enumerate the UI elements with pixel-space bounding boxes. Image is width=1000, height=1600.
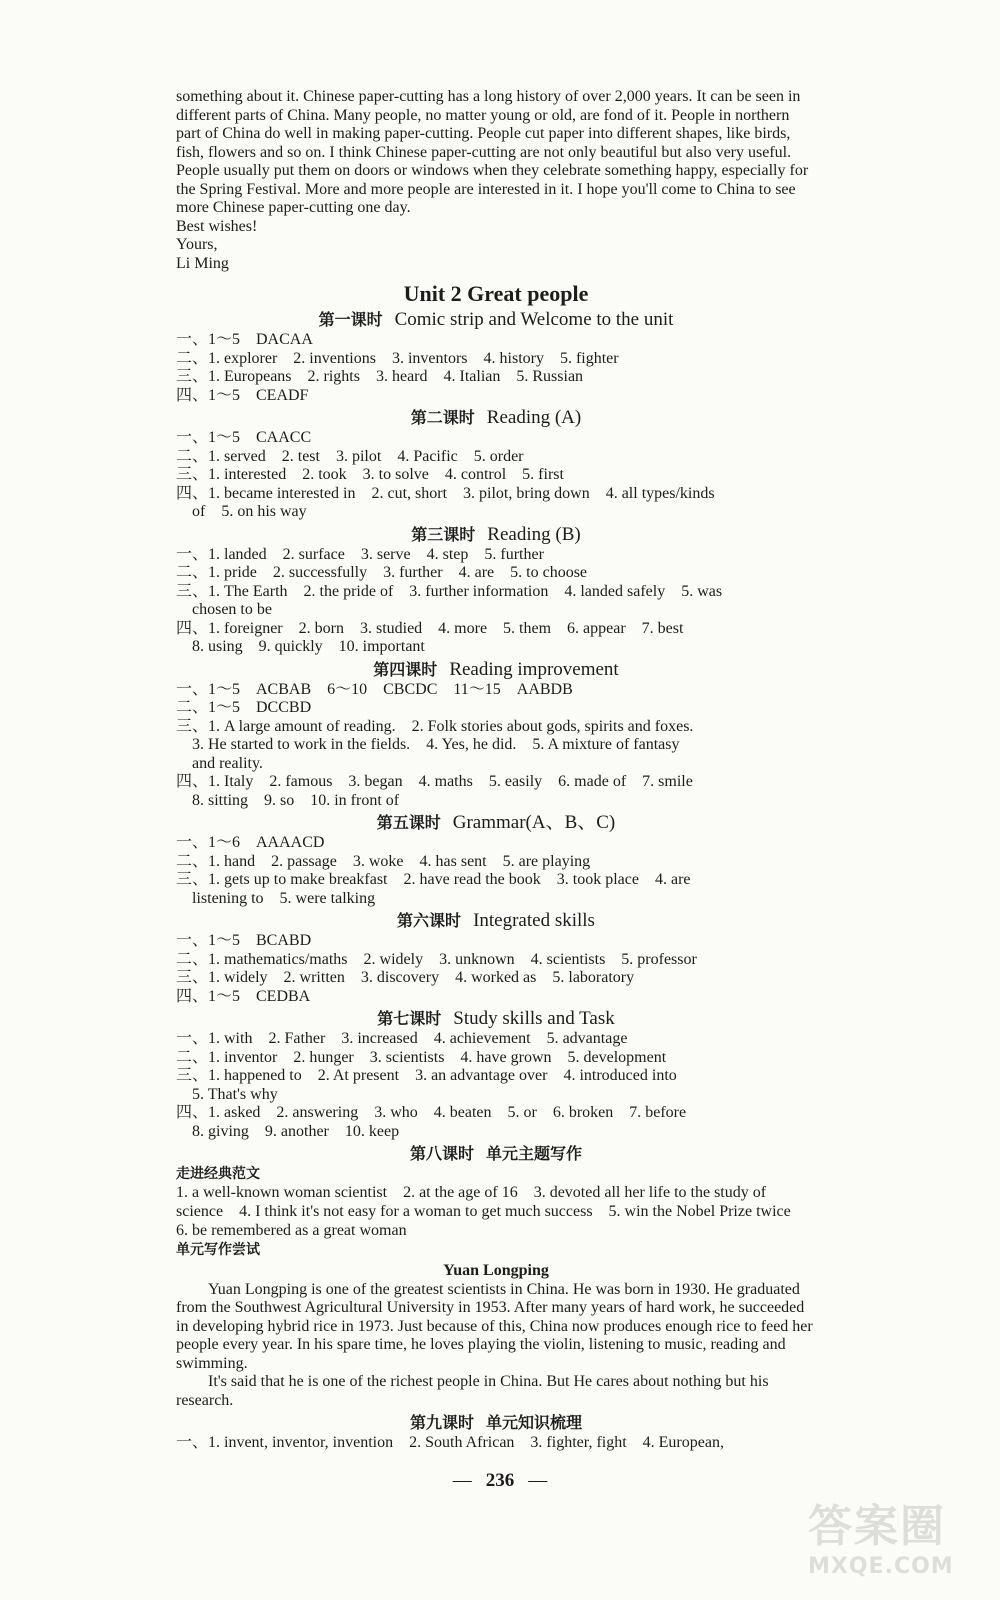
answer-line: 8. giving 9. another 10. keep — [176, 1122, 400, 1140]
answer-line: 8. sitting 9. so 10. in front of — [176, 791, 400, 809]
answer-line: 二、1～5 DCCBD — [176, 699, 312, 716]
lesson-number: 第五课时 — [376, 813, 441, 832]
section-answers: 1. a well-known woman scientist 2. at the age of 16 3. devoted all her life to the study of science 4. I think it's not easy for a woman to get much success 5. win the Nobel Prize twice 6. be remembered as a great woman — [176, 1184, 807, 1240]
lesson-title: Study skills and Task — [453, 1008, 615, 1029]
section-heading: 单元写作尝试 — [176, 1241, 260, 1258]
lesson-title: 单元主题写作 — [486, 1144, 583, 1163]
lesson-heading — [176, 659, 816, 680]
answer-line-block — [176, 681, 816, 811]
letter-signature: Li Ming — [176, 254, 229, 272]
lesson-number: 第一课时 — [318, 310, 383, 329]
answer-line: 二、1. inventor 2. hunger 3. scientists 4. have grown 5. development — [176, 1048, 667, 1066]
answer-line: 四、1. became interested in 2. cut, short 3. pilot, bring down 4. all types/kinds — [176, 484, 715, 502]
answer-line: 三、1. widely 2. written 3. discovery 4. worked as 5. laboratory — [176, 969, 635, 986]
lesson-title: Comic strip and Welcome to the unit — [394, 309, 674, 330]
answer-line: 一、1. with 2. Father 3. increased 4. achievement 5. advantage — [176, 1030, 628, 1047]
lesson-heading — [176, 812, 816, 833]
answer-line: 三、1. The Earth 2. the pride of 3. further information 4. landed safely 5. was — [176, 582, 723, 600]
section-heading: 走进经典范文 — [176, 1166, 260, 1182]
answer-line: 二、1. mathematics/maths 2. widely 3. unknown 4. scientists 5. professor — [176, 950, 697, 968]
answer-line: of 5. on his way — [176, 503, 307, 520]
answer-line: 二、1. explorer 2. inventions 3. inventors 4. history 5. fighter — [176, 349, 619, 367]
essay-paragraph: It's said that he is one of the richest people in China. But He cares about nothing but his research. — [176, 1373, 769, 1409]
letter-closing: Best wishes! — [176, 217, 258, 235]
page-dash: — — [452, 1470, 472, 1491]
answer-line: and reality. — [176, 754, 263, 772]
answer-line: 一、1～5 BCABD — [176, 932, 312, 949]
lesson-title: Reading improvement — [449, 658, 619, 680]
unit-title: Unit 2 Great people — [403, 281, 589, 306]
answer-line: chosen to be — [176, 601, 272, 618]
lesson-heading — [176, 1412, 816, 1433]
letter-body: something about it. Chinese paper-cutting has a long history of over 2,000 years. It can be seen in different parts of China. Many people, no matter young or old, are fond of it. People in northern part of China do well in making paper-cutting. People cut paper into different shapes, like birds, fish, flowers and so on. I think Chinese paper-cutting are not only beautiful but also very useful. People usually put them on doors or windows when they celebrate something happy, especially for the Spring Festival. More and more people are interested in it. I hope you'll come to China to see more Chinese paper-cutting one day. — [176, 88, 809, 216]
lesson-number: 第四课时 — [373, 659, 438, 679]
lesson-number: 第七课时 — [377, 1009, 442, 1028]
answer-line: 二、1. hand 2. passage 3. woke 4. has sent 5. are playing — [176, 852, 591, 870]
answer-line: 三、1. gets up to make breakfast 2. have read the book 3. took place 4. are — [176, 871, 691, 888]
page-number — [0, 1470, 1000, 1492]
letter-yours: Yours, — [176, 236, 218, 253]
answer-line: 四、1～5 CEDBA — [176, 987, 311, 1005]
lesson-title: 单元知识梳理 — [486, 1413, 583, 1433]
lesson-number: 第二课时 — [410, 408, 475, 427]
answer-line-block — [176, 932, 816, 1006]
lesson-heading — [176, 524, 816, 545]
lesson-number: 第三课时 — [411, 524, 476, 544]
answer-line-block — [176, 331, 816, 405]
lesson-heading — [176, 407, 816, 428]
answer-line: 四、1. asked 2. answering 3. who 4. beaten 5. or 6. broken 7. before — [176, 1104, 687, 1121]
lesson-heading — [176, 1143, 816, 1164]
answer-line: 三、1. A large amount of reading. 2. Folk stories about gods, spirits and foxes. — [176, 717, 694, 735]
answer-line: 一、1～6 AAAACD — [176, 834, 325, 851]
answer-line: 5. That's why — [176, 1085, 278, 1103]
lesson-title: Integrated skills — [473, 910, 595, 931]
answer-line: 一、1. landed 2. surface 3. serve 4. step 5. further — [176, 545, 544, 563]
lesson-title: Reading (A) — [486, 407, 582, 428]
lesson-title: Grammar(A、B、C) — [452, 812, 616, 833]
answer-line: 8. using 9. quickly 10. important — [176, 638, 425, 655]
answer-line: 一、1～5 DACAA — [176, 331, 313, 348]
answer-line-block — [176, 546, 816, 657]
lesson-number: 第九课时 — [409, 1413, 474, 1433]
answer-line-block — [176, 1030, 816, 1141]
watermark-logo-text: 答案圈 — [808, 1501, 946, 1552]
answer-line: 一、1～5 ACBAB 6～10 CBCDC 11～15 AABDB — [176, 680, 573, 698]
lesson-title: Reading (B) — [487, 523, 581, 545]
answer-line: 三、1. Europeans 2. rights 3. heard 4. Italian 5. Russian — [176, 368, 584, 385]
essay-paragraph: Yuan Longping is one of the greatest scientists in China. He was born in 1930. He graduated from the Southwest Agricultural University in 1953. After many years of hard work, he succeeded in developing hybrid rice in 1973. Just because of this, China now produces enough rice to feed her people every year. In his spare time, he loves playing the violin, listening to music, reading and swimming. — [176, 1280, 813, 1372]
lesson-heading — [176, 309, 816, 330]
page-dash: — — [528, 1470, 548, 1491]
answer-line: 一、1. invent, inventor, invention 2. South African 3. fighter, fight 4. European, — [176, 1434, 724, 1452]
answer-line-block — [176, 1434, 816, 1453]
answer-line: 三、1. interested 2. took 3. to solve 4. control 5. first — [176, 466, 564, 483]
lessons-list — [176, 309, 816, 1141]
page-number-value: 236 — [485, 1470, 515, 1491]
answer-line: 四、1～5 CEADF — [176, 386, 309, 404]
answer-line: listening to 5. were talking — [176, 889, 376, 907]
lesson-number: 第八课时 — [409, 1144, 474, 1163]
lesson-heading — [176, 910, 816, 931]
answer-line: 四、1. foreigner 2. born 3. studied 4. more 5. them 6. appear 7. best — [176, 619, 684, 637]
answer-line: 四、1. Italy 2. famous 3. began 4. maths 5. easily 6. made of 7. smile — [176, 773, 693, 790]
page-content — [176, 88, 816, 1453]
lesson-number: 第六课时 — [397, 911, 462, 930]
answer-line: 二、1. pride 2. successfully 3. further 4. are 5. to choose — [176, 564, 588, 581]
answer-line: 二、1. served 2. test 3. pilot 4. Pacific 5. order — [176, 447, 524, 465]
answer-line: 3. He started to work in the fields. 4. Yes, he did. 5. A mixture of fantasy — [176, 736, 680, 753]
lesson-heading — [176, 1008, 816, 1029]
answer-line: 三、1. happened to 2. At present 3. an advantage over 4. introduced into — [176, 1067, 677, 1084]
watermark-logo — [808, 1490, 978, 1580]
answer-line-block — [176, 834, 816, 908]
answer-line-block — [176, 429, 816, 522]
essay-title: Yuan Longping — [443, 1261, 549, 1279]
watermark-site-text: MXQE.COM — [808, 1554, 954, 1579]
answer-line: 一、1～5 CAACC — [176, 429, 312, 446]
